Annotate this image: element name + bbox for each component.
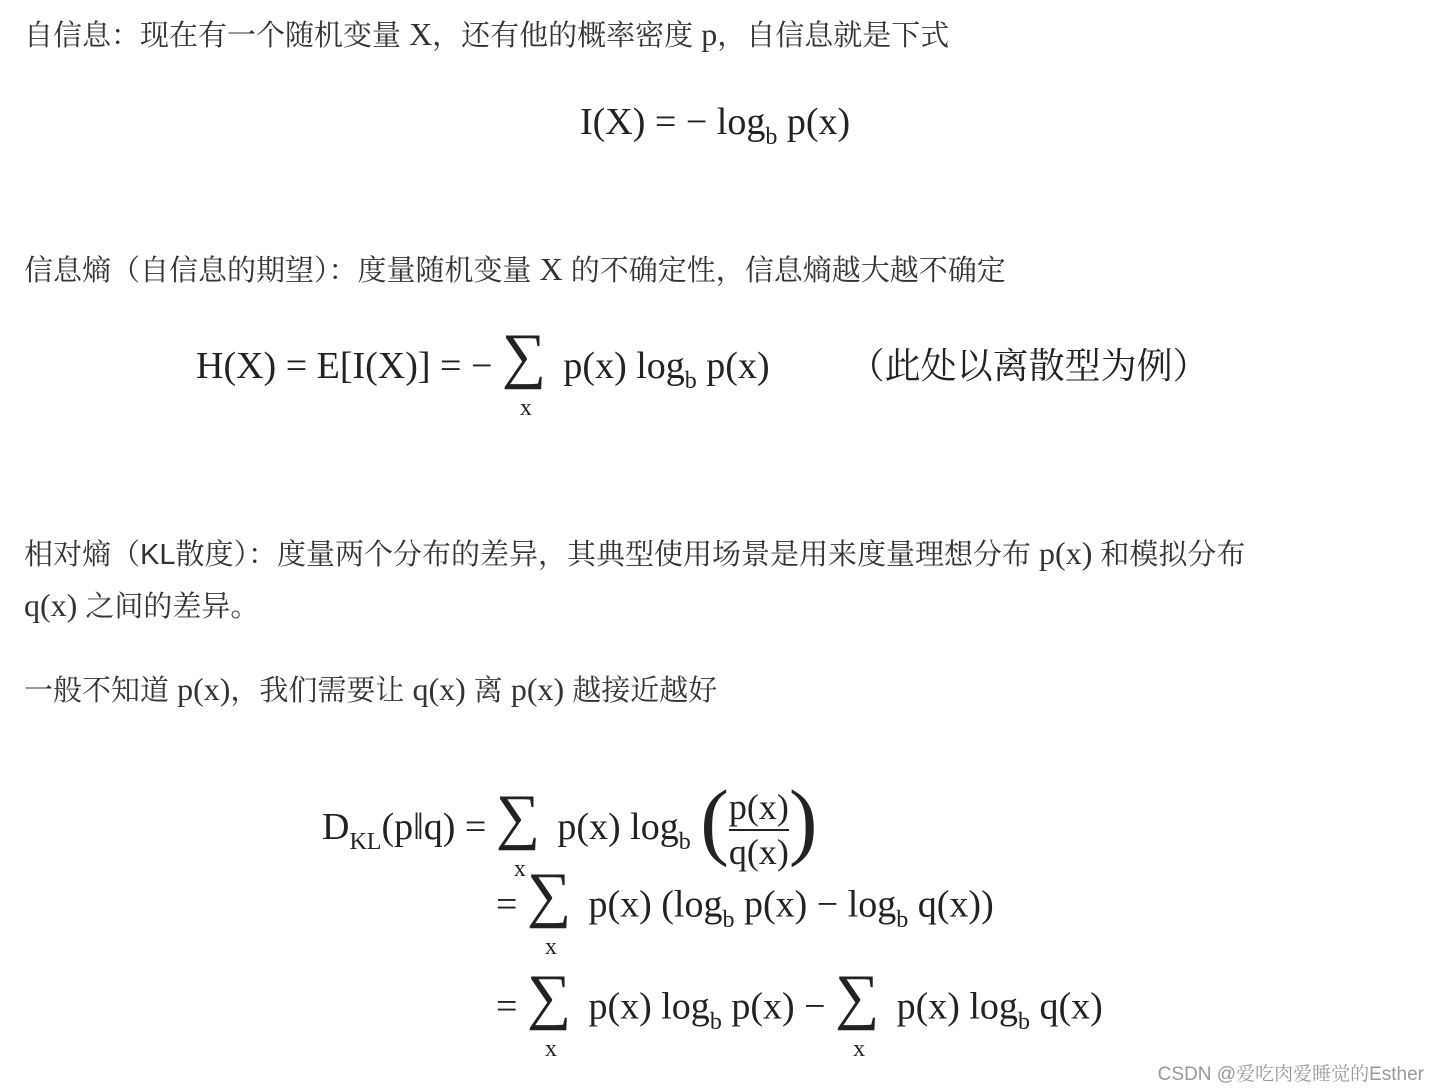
eq-text: = [496,985,527,1028]
fraction-denominator: q(x) [728,832,789,873]
text: 自信息：现在有一个随机变量 [24,20,410,52]
eq-text: p(x) log [588,985,710,1028]
log-base: b [678,829,691,855]
sum-symbol: ∑ x [501,322,547,422]
text: 相对熵（KL散度）：度量两个分布的差异，其典型使用场景是用来度量理想分布 [24,539,1040,571]
fraction-numerator: p(x) [728,786,789,827]
math-px: p(x) [1039,535,1093,571]
approximation-paragraph [24,661,717,719]
entropy-paragraph [24,241,1006,299]
math-px: p(x) [510,671,565,707]
math-px: p(x) [177,671,231,707]
math-X: X [409,16,433,52]
eq-text: p(x) − log [743,883,897,926]
text: 一般不知道 [24,675,178,707]
eq-text: q(x)) [917,883,994,926]
eq-text: = [496,883,527,926]
eq-text: q(x) [1039,985,1103,1028]
csdn-watermark: CSDN @爱吃肉爱睡觉的Esther [1157,1064,1424,1085]
kl-equation-line-1 [322,760,818,883]
text: 之间的差异。 [77,591,260,623]
self-information-paragraph [24,6,949,64]
eq-text: I(X) = − log [580,101,766,143]
text: ，我们需要让 [230,675,413,707]
kl-subscript: KL [349,829,382,855]
eq-lhs: H(X) = E[I(X)] = − [196,345,493,387]
text: 越接近越好 [564,675,718,707]
sum-symbol: ∑ x [526,963,572,1062]
self-information-equation [580,100,851,150]
log-base: b [896,906,909,933]
text: 离 [465,675,511,707]
text: 的不确定性，信息熵越大越不确定 [562,255,1006,287]
eq-text: p(x) − [731,985,836,1028]
kl-equation-line-3 [496,963,1103,1062]
text: 和模拟分布 [1092,539,1246,571]
kl-d: D [322,806,350,848]
text: ，还有他的概率密度 [432,20,702,52]
eq-rhs: p(x) log [563,345,685,387]
discrete-note: （此处以离散型为例） [848,346,1209,387]
log-base: b [1017,1008,1030,1035]
eq-text: p(x) log [896,985,1018,1028]
math-qx: q(x) [412,671,466,707]
sum-symbol: ∑ x [495,783,541,883]
log-base: b [722,906,735,933]
math-qx: q(x) [24,587,78,623]
sum-symbol: ∑ x [835,963,880,1062]
entropy-equation [196,322,1209,422]
eq-text: p(x) [786,101,851,143]
left-paren: ( [700,772,729,868]
log-base: b [765,124,778,150]
kl-paragraph [24,525,1245,583]
log-base: b [684,368,697,394]
fraction [729,788,789,873]
right-paren: ) [788,772,818,868]
eq-text: p(x) (log [588,883,723,926]
eq-text: p(x) log [557,806,679,848]
kl-paragraph-line2 [24,577,259,635]
kl-equation-line-2 [496,861,994,960]
math-X: X [539,251,563,287]
sum-symbol: ∑ x [526,861,572,960]
text: ，自信息就是下式 [717,20,950,52]
text: 信息熵（自信息的期望）：度量随机变量 [24,255,540,287]
eq-rhs: p(x) [706,345,770,387]
math-p: p [701,16,718,52]
kl-args: (p‖q) = [381,806,487,848]
log-base: b [709,1008,722,1035]
